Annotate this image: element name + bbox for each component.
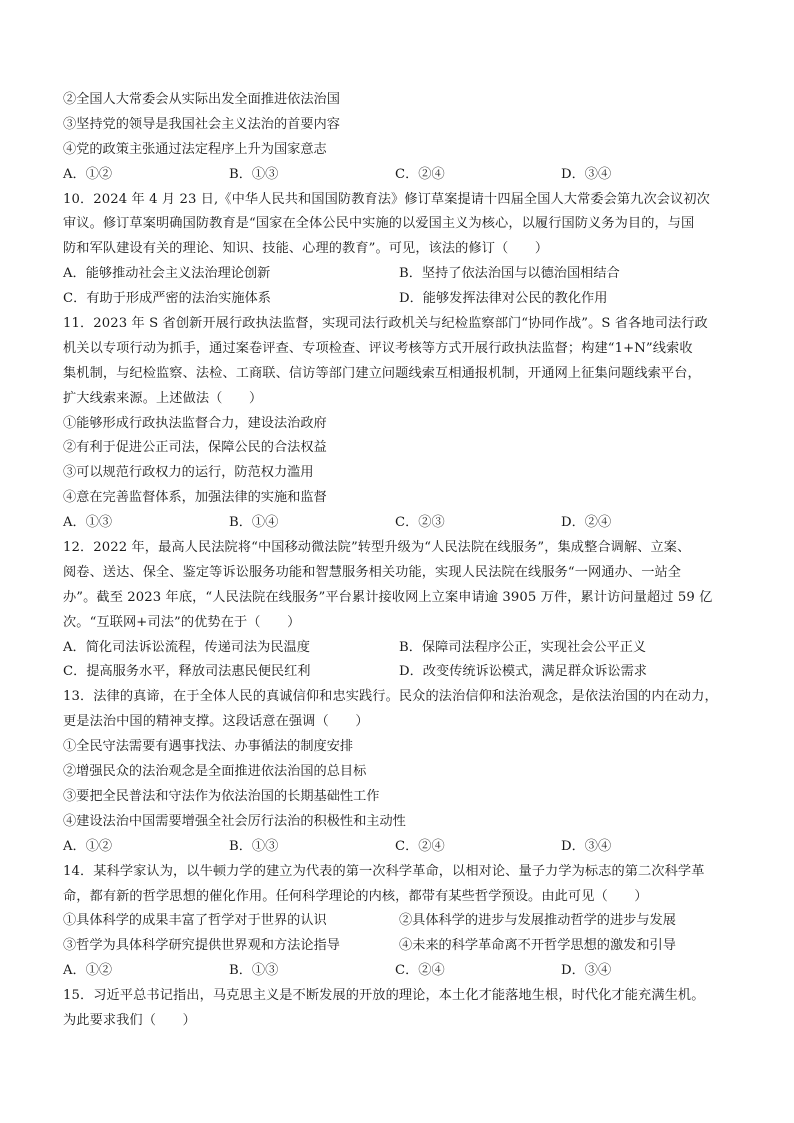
question-stem: 13．法律的真谛，在于全体人民的真诚信仰和忠实践行。民众的法治信仰和法治观念，是依法治国的内在动力，: [63, 689, 718, 705]
answer-options: [63, 163, 735, 188]
option-b: B．①③: [229, 166, 279, 182]
question-stem: 集机制，与纪检监察、法检、工商联、信访等部门建立问题线索互相通报机制，开通网上征集问题线索平台，: [63, 365, 701, 381]
question-12: [63, 536, 735, 685]
choice-item: ③要把全民普法和守法作为依法治国的长期基础性工作: [63, 788, 380, 804]
question-15: [63, 984, 735, 1034]
question-stem: 命，都有新的哲学思想的催化作用。任何科学理论的内核，都带有某些哲学预设。由此可见（ ）: [63, 888, 648, 904]
question-stem: 机关以专项行动为抓手，通过案卷评查、专项检查、评议考核等方式开展行政执法监督；构建“1+N”线索收: [63, 340, 693, 356]
option-d: D．③④: [561, 963, 612, 979]
option-b: B．①③: [229, 963, 279, 979]
choice-item: ②具体科学的进步与发展推动哲学的进步与发展: [399, 913, 676, 929]
choice-item: ①具体科学的成果丰富了哲学对于世界的认识: [63, 913, 327, 929]
option-a: A．①②: [63, 166, 113, 182]
choice-item: ②全国人大常委会从实际出发全面推进依法治国: [63, 92, 340, 107]
option-b: B．①③: [229, 838, 279, 854]
choice-item: ④党的政策主张通过法定程序上升为国家意志: [63, 141, 327, 157]
option-b: B．①④: [229, 515, 279, 531]
question-stem: 12．2022 年，最高人民法院将“中国移动微法院”转型升级为“人民法院在线服务”，集成整合调解、立案、: [63, 540, 691, 556]
option-a: A．①②: [63, 963, 113, 979]
answer-options: [63, 511, 735, 536]
choice-item: ②增强民众的法治观念是全面推进依法治国的总目标: [63, 764, 367, 780]
choice-item: ③哲学为具体科学研究提供世界观和方法论指导: [63, 938, 340, 954]
answer-options: [63, 287, 735, 312]
exam-page: [63, 88, 735, 1034]
choice-item: ①能够形成行政执法监督合力，建设法治政府: [63, 415, 327, 431]
choice-item: ④建设法治中国需要增强全社会厉行法治的积极性和主动性: [63, 813, 406, 829]
option-d: D．③④: [561, 166, 612, 182]
question-stem: 办”。截至 2023 年底，“人民法院在线服务”平台累计接收网上立案申请逾 3905 万件，累计访问量超过 59 亿: [63, 589, 713, 605]
option-c: C．②③: [395, 515, 445, 531]
answer-options: [63, 262, 735, 287]
question-stem: 10．2024 年 4 月 23 日,《中华人民共和国国防教育法》修订草案提请十四届全国人大常委会第九次会议初次: [63, 191, 710, 207]
option-a: A．①②: [63, 838, 113, 854]
option-c: C．有助于形成严密的法治实施体系: [63, 291, 271, 307]
question-13: [63, 685, 735, 859]
question-stem: 15．习近平总书记指出，马克思主义是不断发展的开放的理论，本土化才能落地生根，时代化才能充满生机。: [63, 988, 705, 1004]
choice-item: ③坚持党的领导是我国社会主义法治的首要内容: [63, 116, 340, 132]
answer-options: [63, 636, 735, 661]
question-14: [63, 860, 735, 984]
answer-options: [63, 835, 735, 860]
option-c: C．提高服务水平，释放司法惠民便民红利: [63, 664, 311, 680]
choice-item: ④意在完善监督体系，加强法律的实施和监督: [63, 490, 327, 506]
option-c: C．②④: [395, 963, 445, 979]
question-stem: 扩大线索来源。上述做法（ ）: [63, 390, 263, 406]
option-d: D．③④: [561, 838, 612, 854]
option-b: B．保障司法程序公正，实现社会公平正义: [399, 639, 647, 655]
option-a: A．能够推动社会主义法治理论创新: [63, 266, 271, 282]
question-stem: 更是法治中国的精神支撑。这段话意在强调（ ）: [63, 714, 369, 730]
choice-item: ④未来的科学革命离不开哲学思想的激发和引导: [399, 938, 676, 954]
option-d: D．改变传统诉讼模式，满足群众诉讼需求: [399, 664, 647, 680]
question-9: [63, 88, 735, 188]
option-c: C．②④: [395, 166, 445, 182]
choice-item: ③可以规范行政权力的运行，防范权力滥用: [63, 465, 314, 481]
choice-item: ②有利于促进公正司法，保障公民的合法权益: [63, 440, 327, 456]
answer-options: [63, 959, 735, 984]
option-d: D．能够发挥法律对公民的教化作用: [399, 291, 608, 307]
question-10: [63, 188, 735, 312]
answer-options: [63, 660, 735, 685]
option-b: B．坚持了依法治国与以德治国相结合: [399, 266, 620, 282]
option-a: A．简化司法诉讼流程，传递司法为民温度: [63, 639, 310, 655]
question-stem: 阅卷、送达、保全、鉴定等诉讼服务功能和智慧服务相关功能，实现人民法院在线服务“一网通办、一站全: [63, 564, 682, 580]
choice-items-row: [63, 934, 735, 959]
choice-item: ①全民守法需要有遇事找法、办事循法的制度安排: [63, 739, 354, 755]
question-stem: 14．某科学家认为，以牛顿力学的建立为代表的第一次科学革命，以相对论、量子力学为标志的第二次科学革: [63, 863, 705, 879]
question-stem: 为此要求我们（ ）: [63, 1012, 196, 1028]
option-c: C．②④: [395, 838, 445, 854]
choice-items-row: [63, 909, 735, 934]
question-stem: 11．2023 年 S 省创新开展行政执法监督，实现司法行政机关与纪检监察部门“协同作战”。S 省各地司法行政: [63, 316, 708, 332]
option-a: A．①③: [63, 515, 113, 531]
question-stem: 防和军队建设有关的理论、知识、技能、心理的教育”。可见，该法的修订（ ）: [63, 241, 549, 257]
option-d: D．②④: [561, 515, 612, 531]
question-stem: 审议。修订草案明确国防教育是“国家在全体公民中实施的以爱国主义为核心，以履行国防义务为目的，与国: [63, 216, 695, 232]
question-11: [63, 312, 735, 536]
question-stem: 次。“互联网+司法”的优势在于（ ）: [63, 614, 301, 630]
